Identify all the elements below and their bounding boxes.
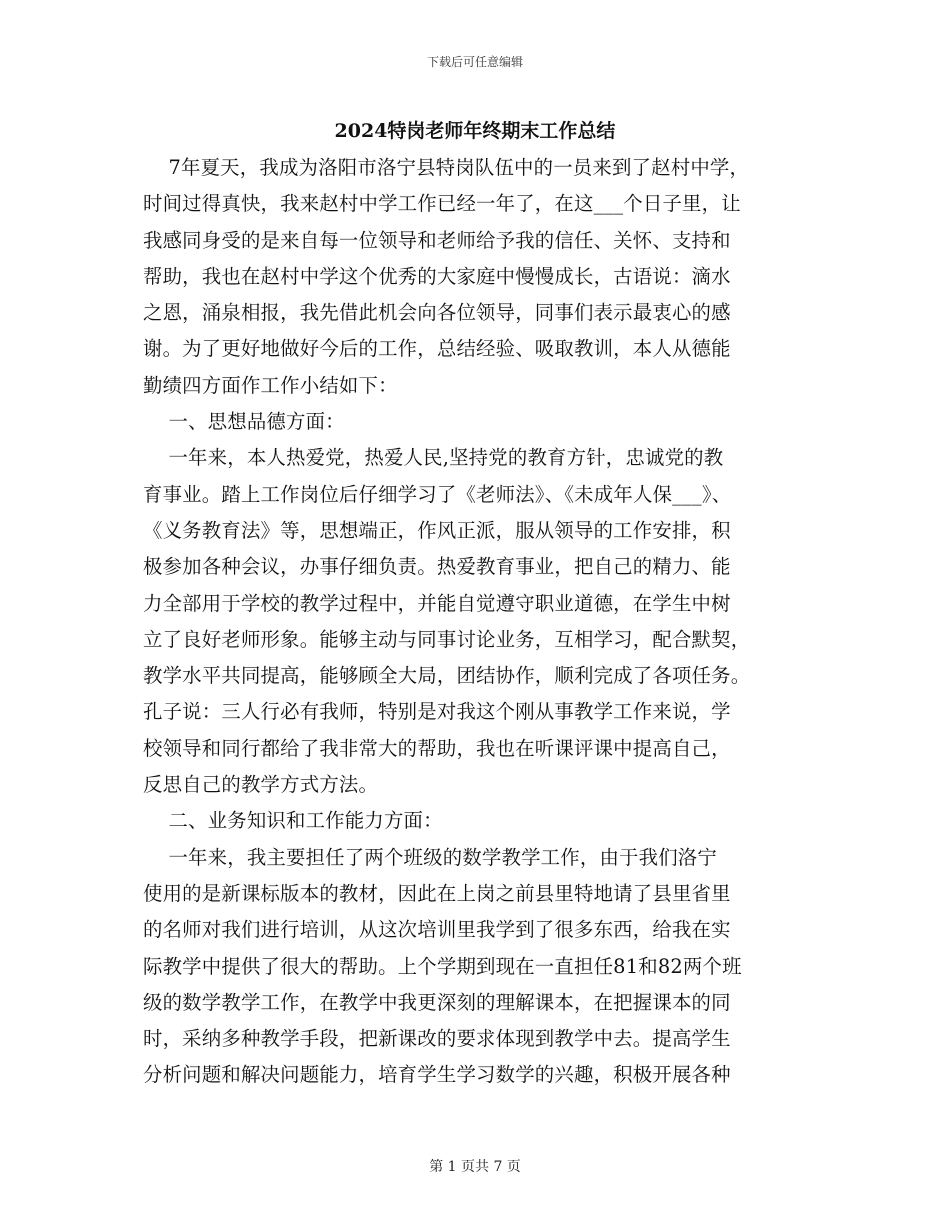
body-line: 际教学中提供了很大的帮助。上个学期到现在一直担任81和82两个班 [143, 954, 742, 978]
body-line: 教学水平共同提高，能够顾全大局，团结协作，顺利完成了各项任务。 [143, 664, 751, 688]
body-line: 的名师对我们进行培训，从这次培训里我学到了很多东西，给我在实 [143, 918, 731, 942]
body-line: 我感同身受的是来自每一位领导和老师给予我的信任、关怀、支持和 [143, 228, 731, 252]
body-line: 二、业务知识和工作能力方面： [143, 809, 443, 833]
body-line: 分析问题和解决问题能力，培育学生学习数学的兴趣，积极开展各种 [143, 1063, 731, 1087]
body-line: 孔子说：三人行必有我师，特别是对我这个刚从事教学工作来说，学 [143, 700, 731, 724]
body-line: 谢。为了更好地做好今后的工作，总结经验、吸取教训，本人从德能 [143, 337, 731, 361]
body-line: 级的数学教学工作，在教学中我更深刻的理解课本，在把握课本的同 [143, 990, 731, 1014]
body-line: 力全部用于学校的教学过程中，并能自觉遵守职业道德，在学生中树 [143, 591, 731, 615]
body-line: 使用的是新课标版本的教材，因此在上岗之前县里特地请了县里省里 [143, 881, 731, 905]
body-line: 反思自己的教学方式方法。 [143, 773, 379, 797]
body-line: 立了良好老师形象。能够主动与同事讨论业务，互相学习，配合默契， [143, 627, 751, 651]
body-line: 育事业。踏上工作岗位后仔细学习了《老师法》、《未成年人保___》、 [143, 482, 732, 506]
document-title: 2024特岗老师年终期末工作总结 [334, 120, 616, 142]
body-line: 一、思想品德方面： [143, 410, 345, 434]
body-line: 7年夏天，我成为洛阳市洛宁县特岗队伍中的一员来到了赵村中学， [143, 156, 750, 179]
body-line: 帮助，我也在赵村中学这个优秀的大家庭中慢慢成长，古语说：滴水 [143, 264, 731, 288]
body-line: 勤绩四方面作工作小结如下： [143, 373, 398, 397]
body-line: 极参加各种会议，办事仔细负责。热爱教育事业，把自己的精力、能 [143, 555, 731, 579]
body-line: 时间过得真快，我来赵村中学工作已经一年了，在这___个日子里，让 [143, 192, 741, 216]
page-footer: 第 1 页共 7 页 [429, 1159, 521, 1175]
body-line: 一年来，本人热爱党，热爱人民,坚持党的教育方针，忠诚党的教 [143, 446, 724, 470]
body-line: 一年来，我主要担任了两个班级的数学教学工作，由于我们洛宁 [143, 845, 717, 869]
body-line: 时，采纳多种教学手段，把新课改的要求体现到教学中去。提高学生 [143, 1027, 731, 1051]
body-line: 之恩，涌泉相报，我先借此机会向各位领导，同事们表示最衷心的感 [143, 301, 731, 325]
body-line: 校领导和同行都给了我非常大的帮助，我也在听课评课中提高自己， [143, 736, 731, 760]
page-header-note: 下载后可任意编辑 [426, 55, 523, 69]
document-body [143, 150, 823, 1094]
body-line: 《义务教育法》等，思想端正，作风正派，服从领导的工作安排，积 [143, 518, 731, 542]
